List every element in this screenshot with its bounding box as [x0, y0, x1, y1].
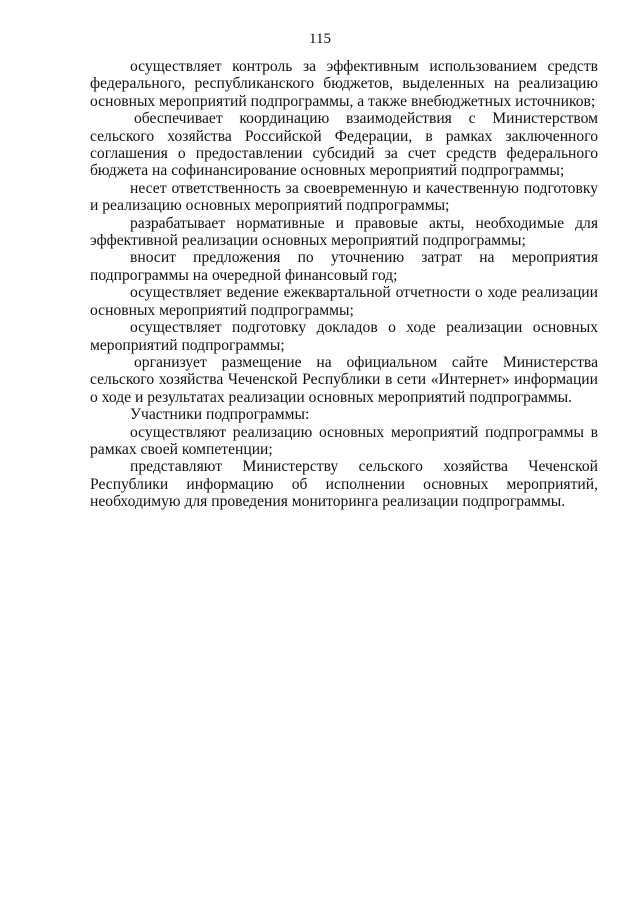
- paragraph-quarterly-reporting: осуществляет ведение ежеквартальной отчетности о ходе реализации основных мероприятий подпрограммы;: [90, 284, 598, 319]
- paragraph-cost-proposals: вносит предложения по уточнению затрат на мероприятия подпрограммы на очередной финансовый год;: [90, 249, 598, 284]
- paragraph-participants-heading: Участники подпрограммы:: [130, 406, 310, 424]
- paragraph-participants-implementation: осуществляют реализацию основных мероприятий подпрограммы в рамках своей компетенции;: [90, 423, 598, 458]
- paragraph-normative-acts: разрабатывает нормативные и правовые акты, необходимые для эффективной реализации основных мероприятий подпрограммы;: [90, 214, 598, 250]
- paragraph-coordination: обеспечивает координацию взаимодействия с Министерством сельского хозяйства Российской Федерации, в рамках заключенного соглашения о предоставлении субсидий за счет средств федерального бюджета на софинансирование основных мероприятий подпрограммы;: [90, 110, 598, 180]
- paragraph-website-publication: организует размещение на официальном сайте Министерства сельского хозяйства Чеченской Республики в сети «Интернет» информации о ходе и результатах реализации основных мероприятий подпрограммы.: [90, 353, 598, 406]
- paragraph-budget-control: осуществляет контроль за эффективным использованием средств федерального, республиканского бюджетов, выделенных на реализацию основных мероприятий подпрограммы, а также внебюджетных источников;: [90, 58, 598, 110]
- paragraph-reports-preparation: осуществляет подготовку докладов о ходе реализации основных мероприятий подпрограммы;: [90, 319, 598, 354]
- document-body: [90, 58, 598, 511]
- paragraph-participants-information: представляют Министерству сельского хозяйства Чеченской Республики информацию об исполнении основных мероприятий, необходимую для проведения мониторинга реализации подпрограммы.: [90, 458, 598, 511]
- paragraph-responsibility: несет ответственность за своевременную и качественную подготовку и реализацию основных мероприятий подпрограммы;: [90, 179, 598, 215]
- page-number: 115: [309, 31, 331, 47]
